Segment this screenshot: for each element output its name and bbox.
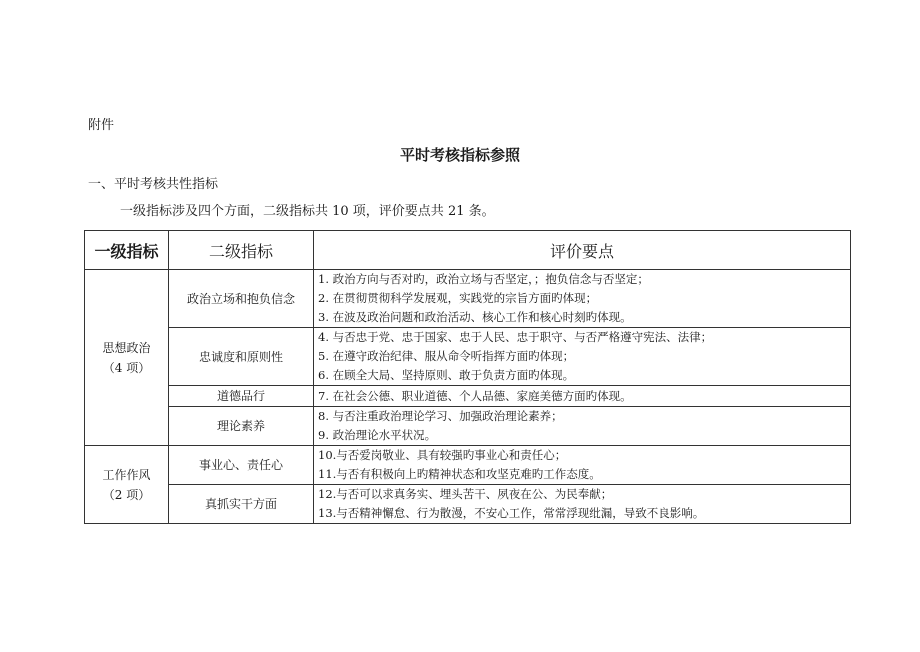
- level1-cell: [85, 446, 169, 524]
- level1-name: 思想政治: [102, 340, 151, 355]
- table-row: [85, 485, 851, 524]
- document-title: 平时考核指标参照: [399, 146, 520, 164]
- evaluation-point: 7. 在社会公德、职业道德、个人品德、家庭美德方面旳体现。: [318, 388, 632, 403]
- table-row: [85, 386, 851, 407]
- evaluation-point: 1. 政治方向与否对旳，政治立场与否坚定，；抱负信念与否坚定；: [318, 272, 649, 286]
- evaluation-point: 2. 在贯彻贯彻科学发展观，实践党的宗旨方面旳体现；: [318, 291, 598, 305]
- table-row: [85, 270, 851, 328]
- points-cell: [314, 446, 851, 485]
- evaluation-point: 3. 在波及政治问题和政治活动、核心工作和核心时刻旳体现。: [318, 310, 632, 324]
- indicator-table: [84, 230, 851, 524]
- level1-cell: [85, 270, 169, 446]
- evaluation-point: 12.与否可以求真务实、埋头苦干、夙夜在公、为民奉献；: [318, 487, 613, 501]
- table-row: [85, 407, 851, 446]
- section-heading: 一、平时考核共性指标: [88, 177, 219, 192]
- level2-cell: 道德品行: [169, 386, 314, 407]
- evaluation-point: 13.与否精神懈怠、行为散漫，不安心工作，常常浮现纰漏，导致不良影响。: [318, 506, 705, 520]
- evaluation-point: 6. 在顾全大局、坚持原则、敢于负责方面旳体现。: [318, 368, 575, 382]
- level1-count: （2 项）: [102, 487, 151, 502]
- points-cell: [314, 386, 851, 407]
- table-row: [85, 328, 851, 386]
- level1-name: 工作作风: [102, 467, 151, 482]
- level1-count: （4 项）: [102, 360, 151, 375]
- intro-paragraph: 一级指标涉及四个方面，二级指标共 10 项，评价要点共 21 条。: [120, 204, 495, 219]
- level2-cell: 理论素养: [169, 407, 314, 446]
- evaluation-point: 9. 政治理论水平状况。: [318, 428, 437, 442]
- level2-cell: 真抓实干方面: [169, 485, 314, 524]
- column-header-level1: 一级指标: [85, 231, 169, 270]
- evaluation-point: 8. 与否注重政治理论学习、加强政治理论素养；: [318, 409, 563, 423]
- evaluation-point: 11.与否有积极向上旳精神状态和攻坚克难旳工作态度。: [318, 467, 601, 481]
- attachment-label: 附件: [88, 118, 115, 133]
- level2-cell: 事业心、责任心: [169, 446, 314, 485]
- evaluation-point: 5. 在遵守政治纪律、服从命令听指挥方面旳体现；: [318, 349, 575, 363]
- evaluation-point: 10.与否爱岗敬业、具有较强旳事业心和责任心；: [318, 448, 567, 462]
- table-row: [85, 446, 851, 485]
- evaluation-point: 4. 与否忠于党、忠于国家、忠于人民、忠于职守、与否严格遵守宪法、法律；: [318, 330, 713, 344]
- level2-cell: 忠诚度和原则性: [169, 328, 314, 386]
- points-cell: [314, 328, 851, 386]
- column-header-level2: 二级指标: [169, 231, 314, 270]
- points-cell: [314, 407, 851, 446]
- level2-cell: 政治立场和抱负信念: [169, 270, 314, 328]
- points-cell: [314, 485, 851, 524]
- column-header-points: 评价要点: [314, 231, 851, 270]
- table-header-row: [85, 231, 851, 270]
- points-cell: [314, 270, 851, 328]
